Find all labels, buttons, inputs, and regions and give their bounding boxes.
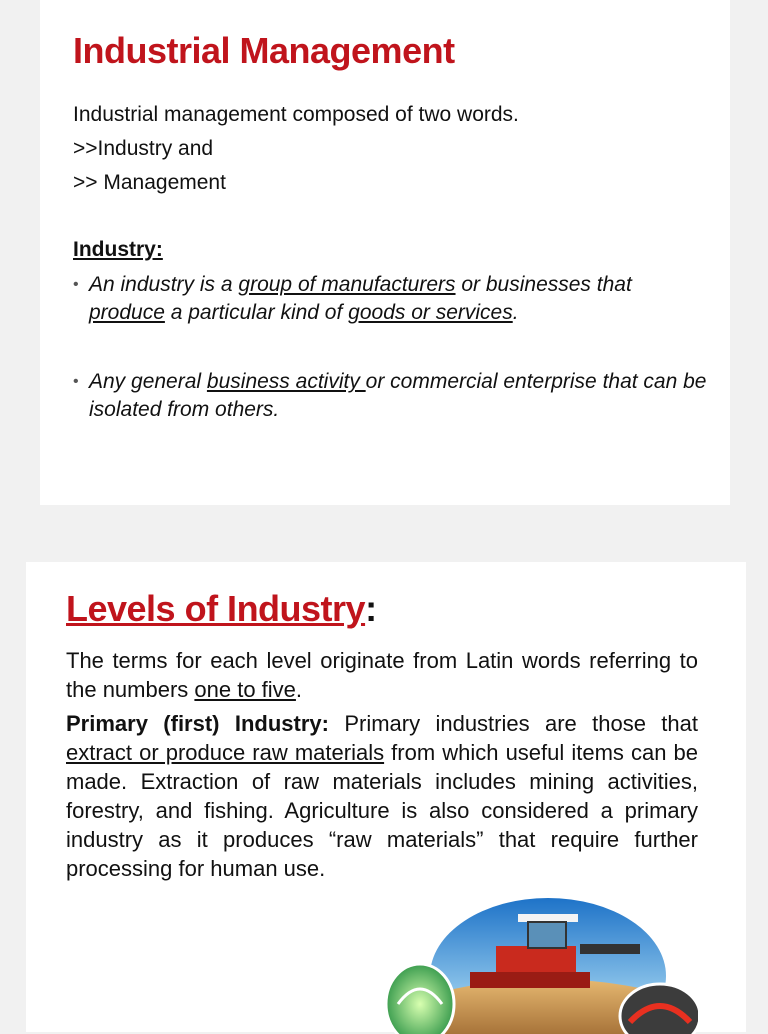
paragraph: Primary (first) Industry: Primary industries are those that extract or produce raw materials from which useful items can be made. Extraction of raw materials includes mining activities, forestry, and fishing. Agriculture is also considered a primary industry as it produces “raw materials” that require further processing for human use. [66, 711, 698, 881]
bullet-text: An industry is a group of manufacturers or businesses that produce a particular kind of goods or services. [89, 273, 632, 324]
harvester-cab [528, 922, 566, 948]
bullet-text: Any general business activity or commercial enterprise that can be isolated from others. [89, 370, 707, 421]
bullet-item [73, 368, 713, 424]
industry-heading: Industry: [73, 238, 163, 261]
harvester-roof [518, 914, 578, 922]
bullet-icon: • [73, 276, 79, 293]
paragraph: The terms for each level originate from Latin words referring to the numbers one to five. [66, 648, 698, 702]
harvester-header [470, 972, 590, 988]
slide-title: Industrial Management [73, 30, 455, 71]
harvester-arm [580, 944, 640, 954]
intro-line: Industrial management composed of two words. [73, 103, 519, 126]
bullet-item [73, 271, 713, 327]
intro-line: >>Industry and [73, 137, 214, 160]
bullet-icon: • [73, 373, 79, 390]
slide-title: Levels of Industry: [66, 588, 377, 629]
industry-illustration [378, 894, 698, 1034]
intro-line: >> Management [73, 171, 226, 194]
slide-levels-of-industry [26, 562, 746, 1032]
slide-industrial-management [40, 0, 730, 505]
